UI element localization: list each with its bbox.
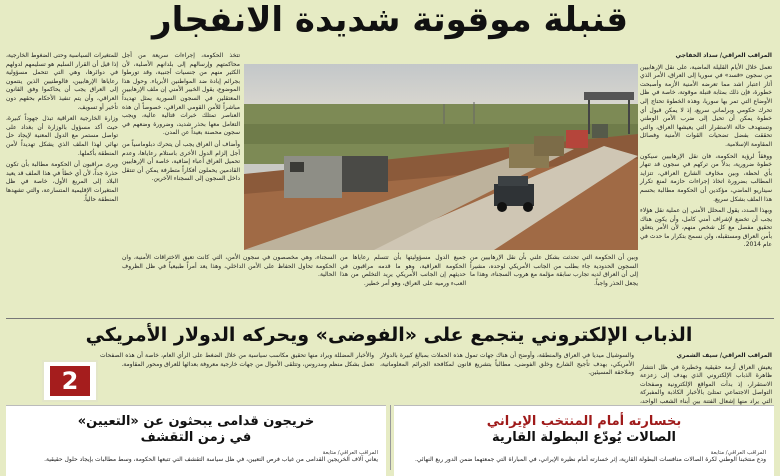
article-column-left xyxy=(6,52,118,322)
article-text-left-2: وزارة الخارجية العراقية تبذل جهوداً كبيرة، حيث أكد مسؤول بالوزارة أن بغداد على تواصل مستمر مع الدول المعنية لإيجاد حل نهائي لهذا الملف الذي يشكل تهديداً لأمن المنطقة بأكملها. xyxy=(6,115,118,157)
byline-mid-right: المراقب العراقي/ سيف الشمري xyxy=(676,352,772,359)
article-text-left-3: ويرى مراقبون أن الحكومة مطالبة بأن تكون حذرة جداً، لأن أي خطأ في هذا الملف قد يعيد البلاد إلى المربع الأول، خاصة في ظل المتغيرات الإقليمية المتسارعة، والتي تشهدها المنطقة حالياً. xyxy=(6,161,118,203)
under-photo-column-right xyxy=(470,254,638,316)
under-photo-column-mid xyxy=(340,254,466,316)
article2-text-mid: والسوشيال ميديا في العراق والمنطقة، وأوضح أن هناك جهات تمول هذه الحملات بمبالغ كبيرة بالدولار الأمريكي، بهدف تأجيج الشارع وخلق الفوضى، مطالباً بتشريع قانون لمكافحة الجرائم المعلوماتية، وملاحقة المسيئين. xyxy=(380,352,634,377)
convoy-photo xyxy=(244,64,638,250)
article2-column-left xyxy=(100,352,374,400)
main-headline: قنبلة موقوتة شديدة الانفجار xyxy=(152,0,628,40)
article-text-right-1: تعمل خلال الأيام القليلة الماضية، على نقل الإرهابيين من سجون «قسد» في سوريا إلى العراق، الأمر الذي أثار اعتبار اشد مما تعرضه الأمنية الأزمة وأصبحت خطورة، فإن ذلك بمثابة قنبلة موقوتة، خاصة في ظل الأوضاع التي تمر بها سوريا، وهذه الخطوة تحتاج إلى تحرك حكومي وبرلماني سريع، إذ لا يمكن قبول أي خطوة يمكن أن تحيل إلى ضرب الأمن الوطني وتستهدف حالة الاستقرار التي يعيشها العراق، والتي تحققت بفضل تضحيات القوات الأمنية وفصائل المقاومة الإسلامية. xyxy=(640,63,772,148)
byline-bottom-left: المراقب العراقي/ متابعة xyxy=(322,450,378,456)
section-divider-top xyxy=(6,318,774,319)
sports-box xyxy=(394,405,774,476)
sports-text: ودع منتخبنا الوطني لكرة الصالات منافسات البطولة القارية، إثر خسارته أمام نظيره الإيراني، في المباراة التي جمعتهما ضمن الدور ربع النهائي. xyxy=(414,456,766,463)
sports-headline-line2: الصالات يُودّع البطولة القارية xyxy=(492,430,676,445)
graduates-headline-line2: في زمن التقشف xyxy=(140,430,252,445)
article-column-mid-right xyxy=(122,52,240,252)
article2-column-right xyxy=(640,352,772,405)
page-number-badge xyxy=(42,360,98,402)
page-number: 2 xyxy=(50,366,90,396)
article-text-right-2: ووفقاً لرؤية الحكومة، فان نقل الإرهابيين سيكون خطوة ضرورية، بدلاً من تركهم في سجون قد تنهار بأي لحظة، وبين مخاوف الشارع العراقي، تتزايد المطالب بضرورة اتخاذ إجراءات حازمة لمنع تكرار سيناريو الماضي، مؤكدين أن الحكومة مطالبة بحسم هذا الملف بشكل سريع. xyxy=(640,152,772,203)
article2-column-mid xyxy=(380,352,634,400)
convoy-road-image xyxy=(244,64,638,250)
bottom-box-divider xyxy=(390,405,391,470)
under-photo-text-left: السجناء، وهي مخصصون في سجون الأمن، التي كانت تعيق الاختراقات الأمنية، وان الحكومة تحاول الحفاظ على الأمن الداخلي، وهذا يعد أمراً طبيعياً في ظل الظروف الحالية. xyxy=(122,254,336,279)
graduates-box xyxy=(6,405,386,476)
under-photo-column-left xyxy=(122,254,336,316)
article-text-mid-right-1: تتخذ الحكومة، إجراءات سريعة من أجل محاكمتهم وإرسالهم إلى بلدانهم الأصلية، لأن الكثير منهم من جنسيات أجنبية، وقد تورطوا بجرائم إبادة ضد المواطنين الأبرياء. وحول هذا الموضوع، يقول الخبير الأمني إن ملف الإرهابيين المعتقلين في السجون السورية يمثل تهديداً مباشراً للأمن القومي العراقي، خصوصاً أن هذه العناصر تمتلك خبرات قتالية عالية، ويجب التعامل معها بحذر شديد، وضرورة وضعهم في سجون محصنة بعيداً عن المدن. xyxy=(122,52,240,137)
article2-text-right: يعيش العراق أزمة حقيقية وخطيرة في ظل انتشار ظاهرة الذباب الإلكتروني الذي يهدف إلى زعزعة الاستقرار، إذ بدأت المواقع الإلكترونية وصفحات التواصل الاجتماعي تمتلئ بالأخبار الكاذبة والمفبركة التي يراد منها إشعال الفتنة بين أبناء الشعب الواحد، xyxy=(640,363,772,405)
graduates-headline-line1: خريجون قدامى يبحثون عن «التعيين» xyxy=(77,414,315,429)
under-photo-text-right: وبين أن الحكومة التي تحدثت بشكل علني بأن نقل الإرهابيين من السجون الحدودية جاء بطلب من الجانب الأمريكي لوحده، مشيراً إلى أن العراق لديه تجارب سابقة مؤلمة مع هروب السجناء، وهذا ما يجعل الحذر واجباً. xyxy=(470,254,638,287)
article-column-right xyxy=(640,52,772,302)
graduates-text: يعاني آلاف الخريجين القدامى من غياب فرص التعيين، في ظل سياسة التقشف التي تتبعها الحكومة، وسط مطالبات بإيجاد حلول حقيقية. xyxy=(44,456,378,463)
byline-bottom-right: المراقب العراقي/ متابعة xyxy=(710,450,766,456)
article2-text-left: والأخبار المضللة ويراد منها تحقيق مكاسب سياسية من خلال الضغط على الرأي العام، خاصة أن هذه الصفحات تعمل بشكل منظم ومدروس، وتتلقى الأموال من جهات خارجية معروفة بعدائها للعراق ومحور المقاومة. xyxy=(100,352,374,368)
byline-top-right: المراقب العراقي/ سداد الخفاجي xyxy=(675,52,772,59)
article-text-left-1: للمتغيرات السياسية وحتى الضغوط الخارجية، إذا قيل أن القرار السليم هو تسليمهم لدولهم في دوائرها، وهي التي تتحمل مسؤولية رعاياها الإرهابيين، فالوطنيين الذين ينتمون إلى العراق يجب أن يحاكموا وفق القانون العراقي، وأن يتم تنفيذ الأحكام بحقهم دون تأخير أو تسويف. xyxy=(6,52,118,111)
second-headline: الذباب الإلكتروني يتجمع على «الفوضى» ويحركه الدولار الأمريكي xyxy=(85,324,693,346)
article-text-mid-right-2: وأضاف أن العراق يجب أن يتحرك دبلوماسياً من أجل إلزام الدول الأخرى باستلام رعاياها، وعدم تحميل العراق أعباء إضافية، خاصة أن الإرهابيين القادمين يحملون أفكاراً متطرفة يمكن أن تنتقل داخل السجون إلى السجناء الآخرين. xyxy=(122,140,240,183)
sports-headline-line1: بخسارته أمام المنتخب الإيراني xyxy=(486,414,682,429)
article-text-right-3: وبهذا الصدد، يقول المحلل الأمني إن عملية نقل هؤلاء يجب أن تخضع لإشراف أمني كامل، وأن يكون هناك تحقيق مفصل مع كل شخص منهم، لأن الأمر يتعلق بأمن العراق ومستقبله، ولن نسمح بتكرار ما حدث في عام 2014. xyxy=(640,207,772,249)
under-photo-text-mid: جميع الدول مسؤوليتها بأن تتسلم رعاياها من الحكومة العراقية، وهو ما قدمه مراقبون في حديثهم إن الجانب الأمريكي يريد التخلص من هذا العبء ورميه على العراق، وهو أمر خطير. xyxy=(340,254,466,287)
